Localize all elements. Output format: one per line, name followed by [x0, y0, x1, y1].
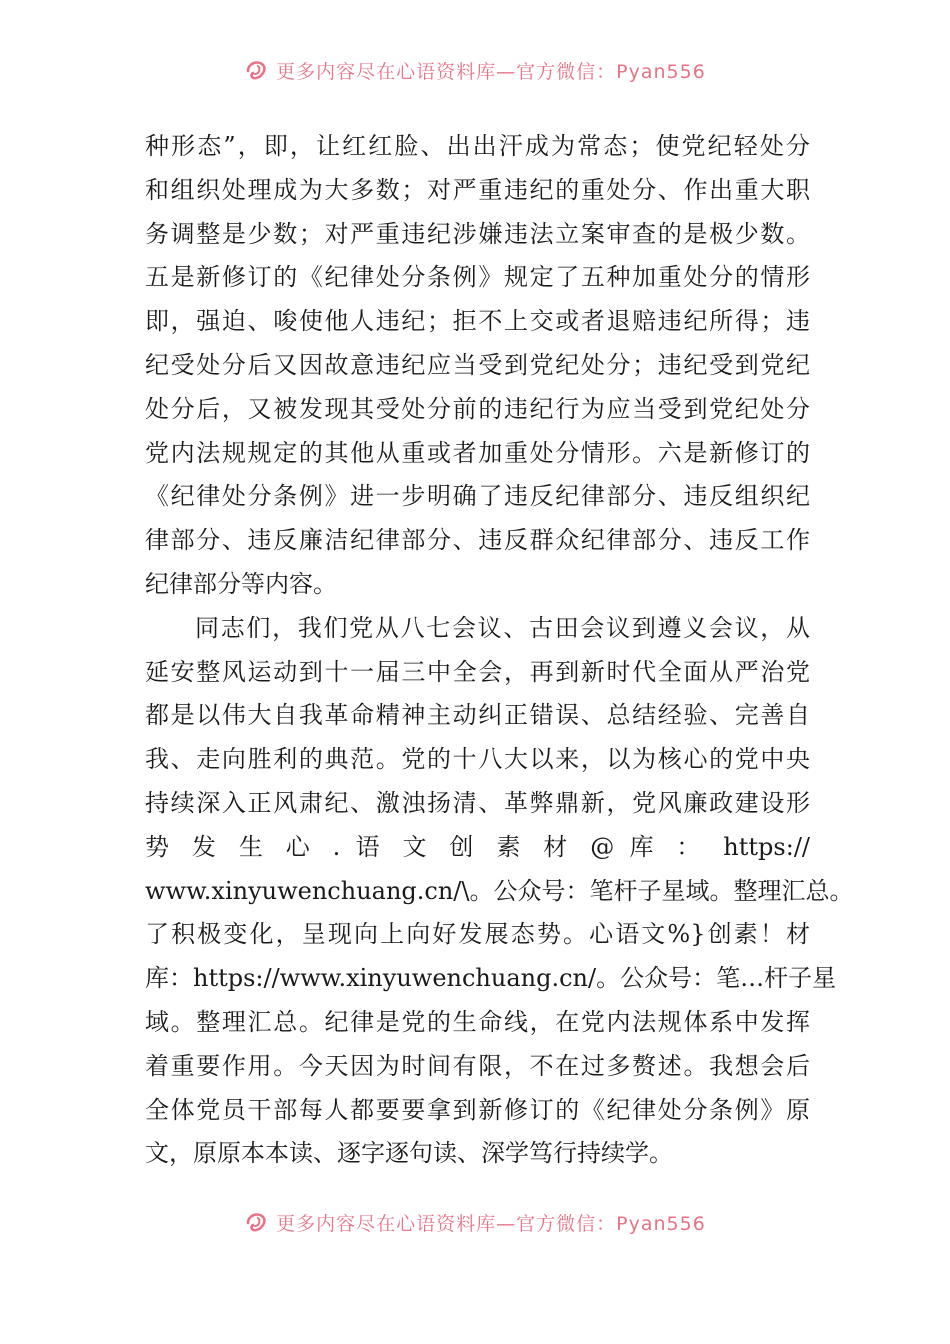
text-line: 持续深入正风肃纪、激浊扬清、革弊鼎新，党风廉政建设形 [145, 788, 810, 817]
text-line: 务调整是少数；对严重违纪涉嫌违法立案审查的是极少数。 [145, 219, 810, 248]
text-line: 种形态”，即，让红红脸、出出汗成为常态；使党纪轻处分 [145, 132, 810, 160]
text-line: 了积极变化，呈现向上向好发展态势。心语文%}创素！材 [145, 920, 810, 949]
text-line: 着重要作用。今天因为时间有限，不在过多赘述。我想会后 [145, 1051, 810, 1080]
text-line: 律部分、违反廉洁纪律部分、违反群众纪律部分、违反工作 [145, 526, 810, 555]
text-line: 和组织处理成为大多数；对严重违纪的重处分、作出重大职 [145, 175, 810, 204]
text-line: 党内法规规定的其他从重或者加重处分情形。六是新修订的 [145, 438, 810, 467]
text-line: 即，强迫、唆使他人违纪；拒不上交或者退赔违纪所得；违 [145, 307, 810, 336]
text-line: 我、走向胜利的典范。党的十八大以来，以为核心的党中央 [145, 745, 810, 774]
text-line: 纪律部分等内容。 [145, 569, 337, 598]
text-line: 纪受处分后又因故意违纪应当受到党纪处分；违纪受到党纪 [145, 350, 810, 379]
text-line: 文，原原本本读、逐字逐句读、深学笃行持续学。 [145, 1139, 673, 1168]
footer-watermark-text: 更多内容尽在心语资料库—官方微信：Pyan556 [276, 1212, 706, 1235]
text-line: 同志们，我们党从八七会议、古田会议到遵义会议，从 [195, 613, 810, 642]
text-line: 势 发 生 心 . 语 文 创 素 材 @ 库 ： https:// [145, 832, 810, 861]
text-line: 五是新修订的《纪律处分条例》规定了五种加重处分的情形 [145, 263, 810, 292]
text-line: 库：https://www.xinyuwenchuang.cn/。公众号：笔…杆子星 [145, 964, 837, 993]
header-watermark-text: 更多内容尽在心语资料库—官方微信：Pyan556 [276, 60, 706, 83]
logo-icon [244, 57, 270, 83]
text-line: 处分后，又被发现其受处分前的违纪行为应当受到党纪处分 [145, 394, 810, 423]
text-line: www.xinyuwenchuang.cn/\。公众号：笔杆子星域。整理汇总。 [145, 876, 854, 905]
body-text [145, 125, 854, 1176]
text-line: 延安整风运动到十一届三中全会，再到新时代全面从严治党 [145, 657, 810, 686]
logo-icon [244, 1209, 270, 1235]
header-watermark [0, 50, 950, 90]
footer-watermark [0, 1202, 950, 1242]
text-line: 《纪律处分条例》进一步明确了违反纪律部分、违反组织纪 [145, 482, 810, 511]
text-line: 全体党员干部每人都要要拿到新修订的《纪律处分条例》原 [145, 1095, 810, 1124]
text-line: 域。整理汇总。纪律是党的生命线，在党内法规体系中发挥 [145, 1007, 810, 1036]
text-line: 都是以伟大自我革命精神主动纠正错误、总结经验、完善自 [145, 701, 810, 730]
